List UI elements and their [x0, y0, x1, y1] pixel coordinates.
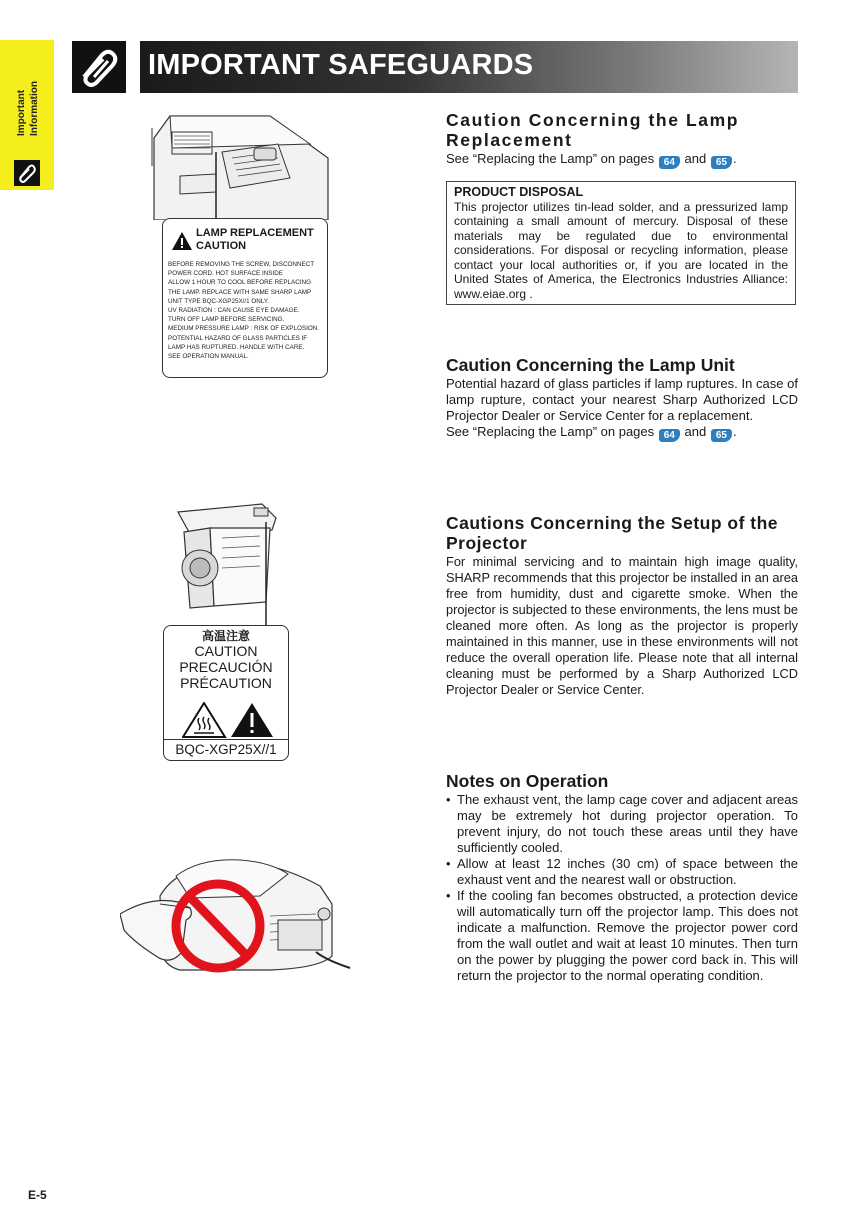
- lamp-label-line: BEFORE REMOVING THE SCREW, DISCONNECT: [168, 261, 315, 268]
- caution-english: CAUTION: [194, 643, 258, 659]
- lamp-label-line: TURN OFF LAMP BEFORE SERVICING.: [168, 316, 285, 324]
- lamp-label-title-line2: CAUTION: [196, 240, 247, 252]
- lamp-replacement-reference: [446, 151, 798, 169]
- lamp-label-line: UV RADIATION : CAN CAUSE EYE DAMAGE.: [168, 307, 300, 315]
- lamp-label-line: LAMP HAS RUPTURED. HANDLE WITH CARE.: [168, 343, 305, 351]
- no-touch-illustration: [120, 856, 352, 978]
- paperclip-icon: [14, 160, 40, 186]
- side-tab: [0, 40, 54, 190]
- notes-section: [446, 771, 798, 984]
- warning-icon: [231, 703, 273, 737]
- lamp-unit-text: Potential hazard of glass particles if lamp ruptures. In case of lamp rupture, contact your nearest Sharp Authorized LCD Projector Dealer or Service Center for a replacement.: [446, 376, 798, 423]
- reference-text: See “Replacing the Lamp” on pages: [446, 424, 655, 439]
- lamp-label-line: SEE OPERATION MANUAL.: [168, 353, 249, 361]
- lamp-unit-heading: Caution Concerning the Lamp Unit: [446, 355, 735, 375]
- product-disposal-text: This projector utilizes tin-lead solder, and a pressurized lamp containing a small amount of mercury. Disposal of these materials may be regulated due to environmental considerations. For disposal or recycling information, please contact your local authorities or, if you are located in the United States of America, the Electronics Industries Alliance: www.eiae.org .: [454, 199, 788, 301]
- lamp-unit-section: [446, 355, 798, 442]
- title-bar: [140, 41, 798, 93]
- reference-end: .: [732, 151, 737, 166]
- notes-list: [446, 792, 798, 984]
- projector-top-illustration: [150, 108, 330, 220]
- list-item: • Allow at least 12 inches (30 cm) of space between the exhaust vent and the nearest wall or obstruction.: [446, 856, 798, 888]
- lamp-label-text: [168, 260, 328, 361]
- list-item: • The exhaust vent, the lamp cage cover and adjacent areas may be extremely hot during projector operation. To prevent injury, do not touch these areas until they have sufficiently cooled.: [446, 792, 798, 856]
- hot-surface-icon: [183, 703, 225, 737]
- reference-end: .: [732, 424, 737, 439]
- warning-icon: [171, 231, 193, 251]
- lamp-model-number: BQC-XGP25X//1: [164, 739, 288, 760]
- side-tab-line1: Important: [15, 89, 27, 136]
- page-ref-badge[interactable]: 64: [659, 429, 680, 442]
- lamp-replacement-label: [162, 218, 328, 378]
- reference-and: and: [684, 151, 707, 166]
- lamp-replacement-heading: Caution Concerning the Lamp Replacement: [446, 110, 740, 150]
- lamp-label-line: ALLOW 1 HOUR TO COOL BEFORE REPLACING: [168, 279, 311, 287]
- lamp-unit-reference: [446, 424, 798, 442]
- page-number: E-5: [28, 1188, 47, 1202]
- lamp-label-line: POTENTIAL HAZARD OF GLASS PARTICLES IF: [168, 334, 308, 342]
- page-ref-badge[interactable]: 64: [659, 156, 680, 169]
- hazard-icons: [182, 702, 274, 738]
- lamp-label-title-line1: LAMP REPLACEMENT: [196, 227, 314, 239]
- notes-heading: Notes on Operation: [446, 771, 609, 791]
- caution-french: PRÉCAUTION: [180, 675, 272, 691]
- lamp-replacement-section: [446, 110, 798, 169]
- lamp-label-line: MEDIUM PRESSURE LAMP : RISK OF EXPLOSION.: [168, 325, 320, 333]
- setup-heading: Cautions Concerning the Setup of the Projector: [446, 513, 779, 553]
- reference-and: and: [684, 424, 707, 439]
- product-disposal-box: [446, 181, 796, 305]
- side-tab-label: [14, 52, 42, 136]
- page-ref-badge[interactable]: 65: [711, 156, 732, 169]
- lamp-unit-illustration: [170, 498, 290, 628]
- page-title: IMPORTANT SAFEGUARDS: [148, 49, 534, 81]
- setup-section: [446, 513, 798, 698]
- paperclip-icon: [72, 41, 126, 93]
- caution-chinese: 高温注意: [201, 629, 250, 643]
- lamp-label-line: POWER CORD. HOT SURFACE INSIDE: [168, 270, 283, 278]
- side-tab-line2: Information: [28, 81, 40, 136]
- reference-text: See “Replacing the Lamp” on pages: [446, 151, 655, 166]
- list-item: • If the cooling fan becomes obstructed, a protection device will automatically turn off the projector lamp. This does not indicate a malfunction. Remove the projector power cord from the wall outlet and wait at least 10 minutes. Then turn on the power by plugging the power cord back in. This will return the projector to the normal operating condition.: [446, 888, 798, 984]
- setup-text: For minimal servicing and to maintain high image quality, SHARP recommends that this projector be installed in an area free from humidity, dust and cigarette smoke. When the projector is subjected to these environments, the lens must be cleaned more often. As long as the projector is properly maintained in this manner, use in these environments will not reduce the overall operation life. Please note that all internal cleaning must be performed by a Sharp Authorized LCD Projector Dealer or Service Center.: [446, 554, 798, 697]
- lamp-unit-caution-label: [163, 625, 289, 761]
- lamp-label-title: [196, 227, 314, 253]
- product-disposal-title: PRODUCT DISPOSAL: [454, 185, 584, 199]
- caution-spanish: PRECAUCIÓN: [179, 659, 273, 675]
- lamp-label-line: UNIT TYPE BQC-XGP25X//1 ONLY.: [168, 297, 270, 305]
- page-ref-badge[interactable]: 65: [711, 429, 732, 442]
- lamp-label-line: THE LAMP. REPLACE WITH SAME SHARP LAMP: [168, 288, 312, 296]
